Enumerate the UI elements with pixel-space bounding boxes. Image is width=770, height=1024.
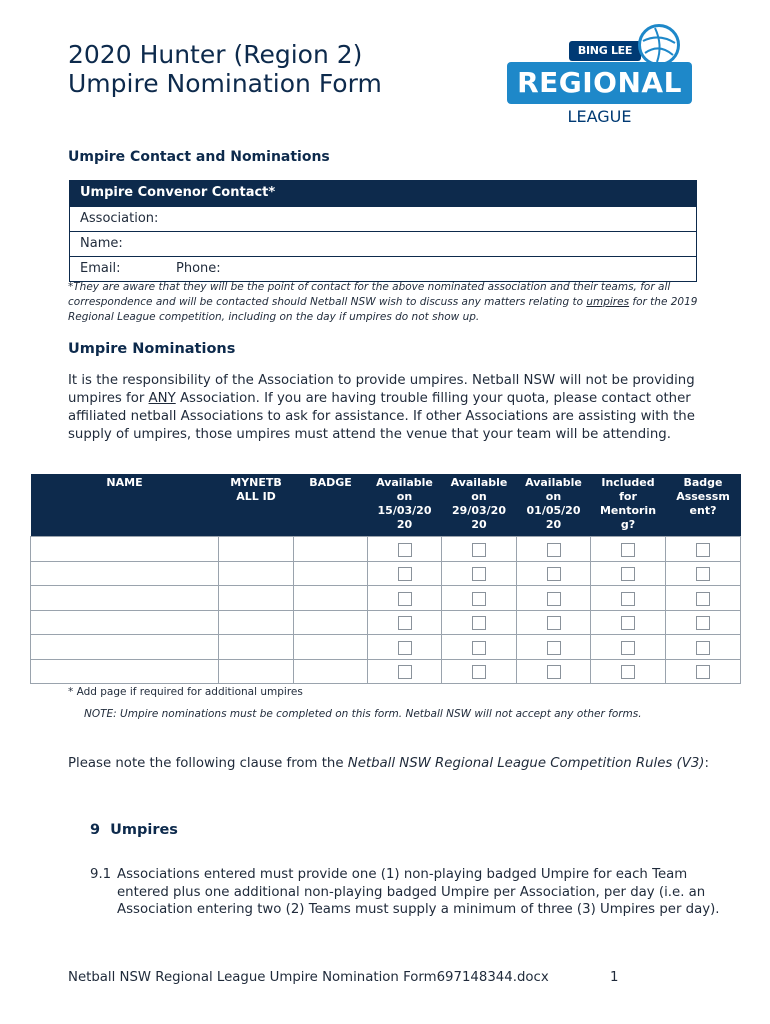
table-header-row — [31, 474, 741, 537]
available-1503-checkbox[interactable] — [398, 641, 412, 655]
col-available-2903: Available on 29/03/20 20 — [442, 474, 517, 537]
nominations-para-part1: It is the responsibility of the Association to provide umpires. Netball NSW will not be providing umpires for — [68, 373, 695, 406]
col-badge: BADGE — [294, 474, 368, 537]
mentoring-checkbox[interactable] — [621, 592, 635, 606]
available-1503-cell — [368, 561, 442, 586]
mentoring-cell — [591, 610, 666, 635]
available-1503-cell — [368, 610, 442, 635]
available-2903-checkbox[interactable] — [472, 665, 486, 679]
available-0105-cell — [517, 586, 591, 611]
name-cell[interactable] — [31, 537, 219, 562]
nominations-heading: Umpire Nominations — [68, 341, 236, 357]
name-cell[interactable] — [31, 610, 219, 635]
mentoring-checkbox[interactable] — [621, 616, 635, 630]
contact-heading: Umpire Contact and Nominations — [68, 149, 330, 165]
available-0105-checkbox[interactable] — [547, 567, 561, 581]
logo-main: REGIONAL — [507, 62, 692, 104]
mynetball-id-cell[interactable] — [219, 561, 294, 586]
available-2903-cell — [442, 635, 517, 660]
badge-assessment-checkbox[interactable] — [696, 665, 710, 679]
clause-9-1 — [90, 866, 720, 919]
badge-assessment-cell — [666, 659, 741, 684]
badge-cell[interactable] — [294, 537, 368, 562]
name-cell[interactable] — [31, 561, 219, 586]
title-line-2: Umpire Nomination Form — [68, 69, 382, 98]
available-2903-cell — [442, 610, 517, 635]
available-0105-cell — [517, 659, 591, 684]
mentoring-cell — [591, 586, 666, 611]
logo-sub: LEAGUE — [567, 107, 632, 126]
available-1503-checkbox[interactable] — [398, 567, 412, 581]
name-cell[interactable] — [31, 635, 219, 660]
col-mentoring: Included for Mentorin g? — [591, 474, 666, 537]
mentoring-cell — [591, 561, 666, 586]
table-row — [31, 537, 741, 562]
netball-icon — [638, 24, 680, 66]
association-label: Association: — [80, 211, 159, 226]
badge-cell[interactable] — [294, 561, 368, 586]
badge-assessment-checkbox[interactable] — [696, 543, 710, 557]
badge-assessment-cell — [666, 537, 741, 562]
name-label: Name: — [80, 236, 123, 251]
contact-note-umpires: umpires — [586, 296, 630, 308]
name-cell[interactable] — [31, 586, 219, 611]
table-row — [31, 586, 741, 611]
badge-assessment-cell — [666, 635, 741, 660]
contact-note — [68, 280, 708, 325]
badge-cell[interactable] — [294, 635, 368, 660]
available-1503-checkbox[interactable] — [398, 592, 412, 606]
table-row — [31, 610, 741, 635]
phone-label: Phone: — [176, 261, 221, 276]
nominations-para-any: ANY — [148, 391, 176, 406]
available-2903-checkbox[interactable] — [472, 592, 486, 606]
contact-note-part1: *They are aware that they will be the point of contact for the above nominated association and their teams, for all correspondence and will be contacted should Netball NSW wish to discuss any matters relating to — [68, 281, 671, 308]
mentoring-cell — [591, 635, 666, 660]
available-0105-cell — [517, 610, 591, 635]
email-label: Email: — [80, 261, 121, 276]
available-0105-cell — [517, 537, 591, 562]
mentoring-cell — [591, 659, 666, 684]
available-0105-checkbox[interactable] — [547, 665, 561, 679]
available-2903-cell — [442, 561, 517, 586]
badge-assessment-checkbox[interactable] — [696, 592, 710, 606]
logo-sponsor: BING LEE — [569, 41, 641, 61]
badge-assessment-cell — [666, 561, 741, 586]
convenor-contact-title: Umpire Convenor Contact* — [70, 181, 696, 206]
badge-assessment-checkbox[interactable] — [696, 567, 710, 581]
email-phone-field[interactable] — [70, 256, 696, 281]
name-field[interactable] — [70, 231, 696, 256]
col-mynetball-id: MYNETB ALL ID — [219, 474, 294, 537]
available-1503-cell — [368, 659, 442, 684]
col-available-0105: Available on 01/05/20 20 — [517, 474, 591, 537]
available-1503-cell — [368, 586, 442, 611]
available-0105-checkbox[interactable] — [547, 592, 561, 606]
badge-cell[interactable] — [294, 610, 368, 635]
available-2903-checkbox[interactable] — [472, 641, 486, 655]
rules-intro-part1: Please note the following clause from the — [68, 756, 348, 771]
badge-assessment-cell — [666, 610, 741, 635]
available-1503-checkbox[interactable] — [398, 543, 412, 557]
clause-text: Associations entered must provide one (1) non-playing badged Umpire for each Team entered plus one additional non-playing badged Umpire per Association, per day (i.e. an Association entering two (2) Teams must supply a minimum of three (3) Umpires per day). — [117, 867, 720, 917]
mentoring-checkbox[interactable] — [621, 665, 635, 679]
available-0105-checkbox[interactable] — [547, 641, 561, 655]
form-note: NOTE: Umpire nominations must be completed on this form. Netball NSW will not accept any other forms. — [84, 708, 642, 720]
section-heading — [90, 822, 178, 838]
mynetball-id-cell[interactable] — [219, 610, 294, 635]
regional-league-logo — [507, 24, 695, 132]
nominations-table — [30, 474, 741, 684]
mynetball-id-cell[interactable] — [219, 586, 294, 611]
available-0105-cell — [517, 635, 591, 660]
badge-cell[interactable] — [294, 659, 368, 684]
rules-intro-title: Netball NSW Regional League Competition Rules (V3) — [347, 756, 705, 771]
badge-assessment-cell — [666, 586, 741, 611]
mentoring-checkbox[interactable] — [621, 543, 635, 557]
table-row — [31, 659, 741, 684]
title-line-1: 2020 Hunter (Region 2) — [68, 40, 363, 69]
footer-filename: Netball NSW Regional League Umpire Nomination Form697148344.docx — [68, 970, 549, 985]
badge-cell[interactable] — [294, 586, 368, 611]
badge-assessment-checkbox[interactable] — [696, 641, 710, 655]
table-row — [31, 635, 741, 660]
page-number: 1 — [610, 970, 619, 985]
available-0105-checkbox[interactable] — [547, 543, 561, 557]
col-badge-assessment: Badge Assessm ent? — [666, 474, 741, 537]
available-1503-checkbox[interactable] — [398, 665, 412, 679]
available-2903-checkbox[interactable] — [472, 543, 486, 557]
badge-assessment-checkbox[interactable] — [696, 616, 710, 630]
available-2903-checkbox[interactable] — [472, 567, 486, 581]
section-number: 9 — [90, 822, 101, 838]
col-name: NAME — [31, 474, 219, 537]
rules-intro-part2: : — [704, 756, 709, 771]
convenor-contact-box — [69, 180, 697, 282]
available-0105-checkbox[interactable] — [547, 616, 561, 630]
mynetball-id-cell[interactable] — [219, 659, 294, 684]
mynetball-id-cell[interactable] — [219, 537, 294, 562]
available-1503-checkbox[interactable] — [398, 616, 412, 630]
contact-note-part2: for the 2019 Regional League competition, including on the day if umpires do not show up. — [68, 296, 698, 323]
name-cell[interactable] — [31, 659, 219, 684]
table-row — [31, 561, 741, 586]
rules-intro — [68, 755, 718, 773]
section-title: Umpires — [110, 822, 178, 838]
col-available-1503: Available on 15/03/20 20 — [368, 474, 442, 537]
available-1503-cell — [368, 537, 442, 562]
clause-number: 9.1 — [90, 867, 112, 882]
mentoring-checkbox[interactable] — [621, 567, 635, 581]
page-title — [68, 40, 382, 98]
association-field[interactable] — [70, 206, 696, 231]
mentoring-checkbox[interactable] — [621, 641, 635, 655]
mentoring-cell — [591, 537, 666, 562]
available-2903-cell — [442, 586, 517, 611]
nominations-paragraph — [68, 372, 708, 444]
available-2903-checkbox[interactable] — [472, 616, 486, 630]
available-2903-cell — [442, 659, 517, 684]
nominations-para-part2: Association. If you are having trouble filling your quota, please contact other affiliated netball Associations to ask for assistance. If other Associations are assisting with the supply of umpires, those umpires must attend the venue that your team will be attending. — [68, 391, 695, 442]
available-0105-cell — [517, 561, 591, 586]
mynetball-id-cell[interactable] — [219, 635, 294, 660]
available-2903-cell — [442, 537, 517, 562]
add-page-note: * Add page if required for additional umpires — [68, 686, 303, 698]
available-1503-cell — [368, 635, 442, 660]
